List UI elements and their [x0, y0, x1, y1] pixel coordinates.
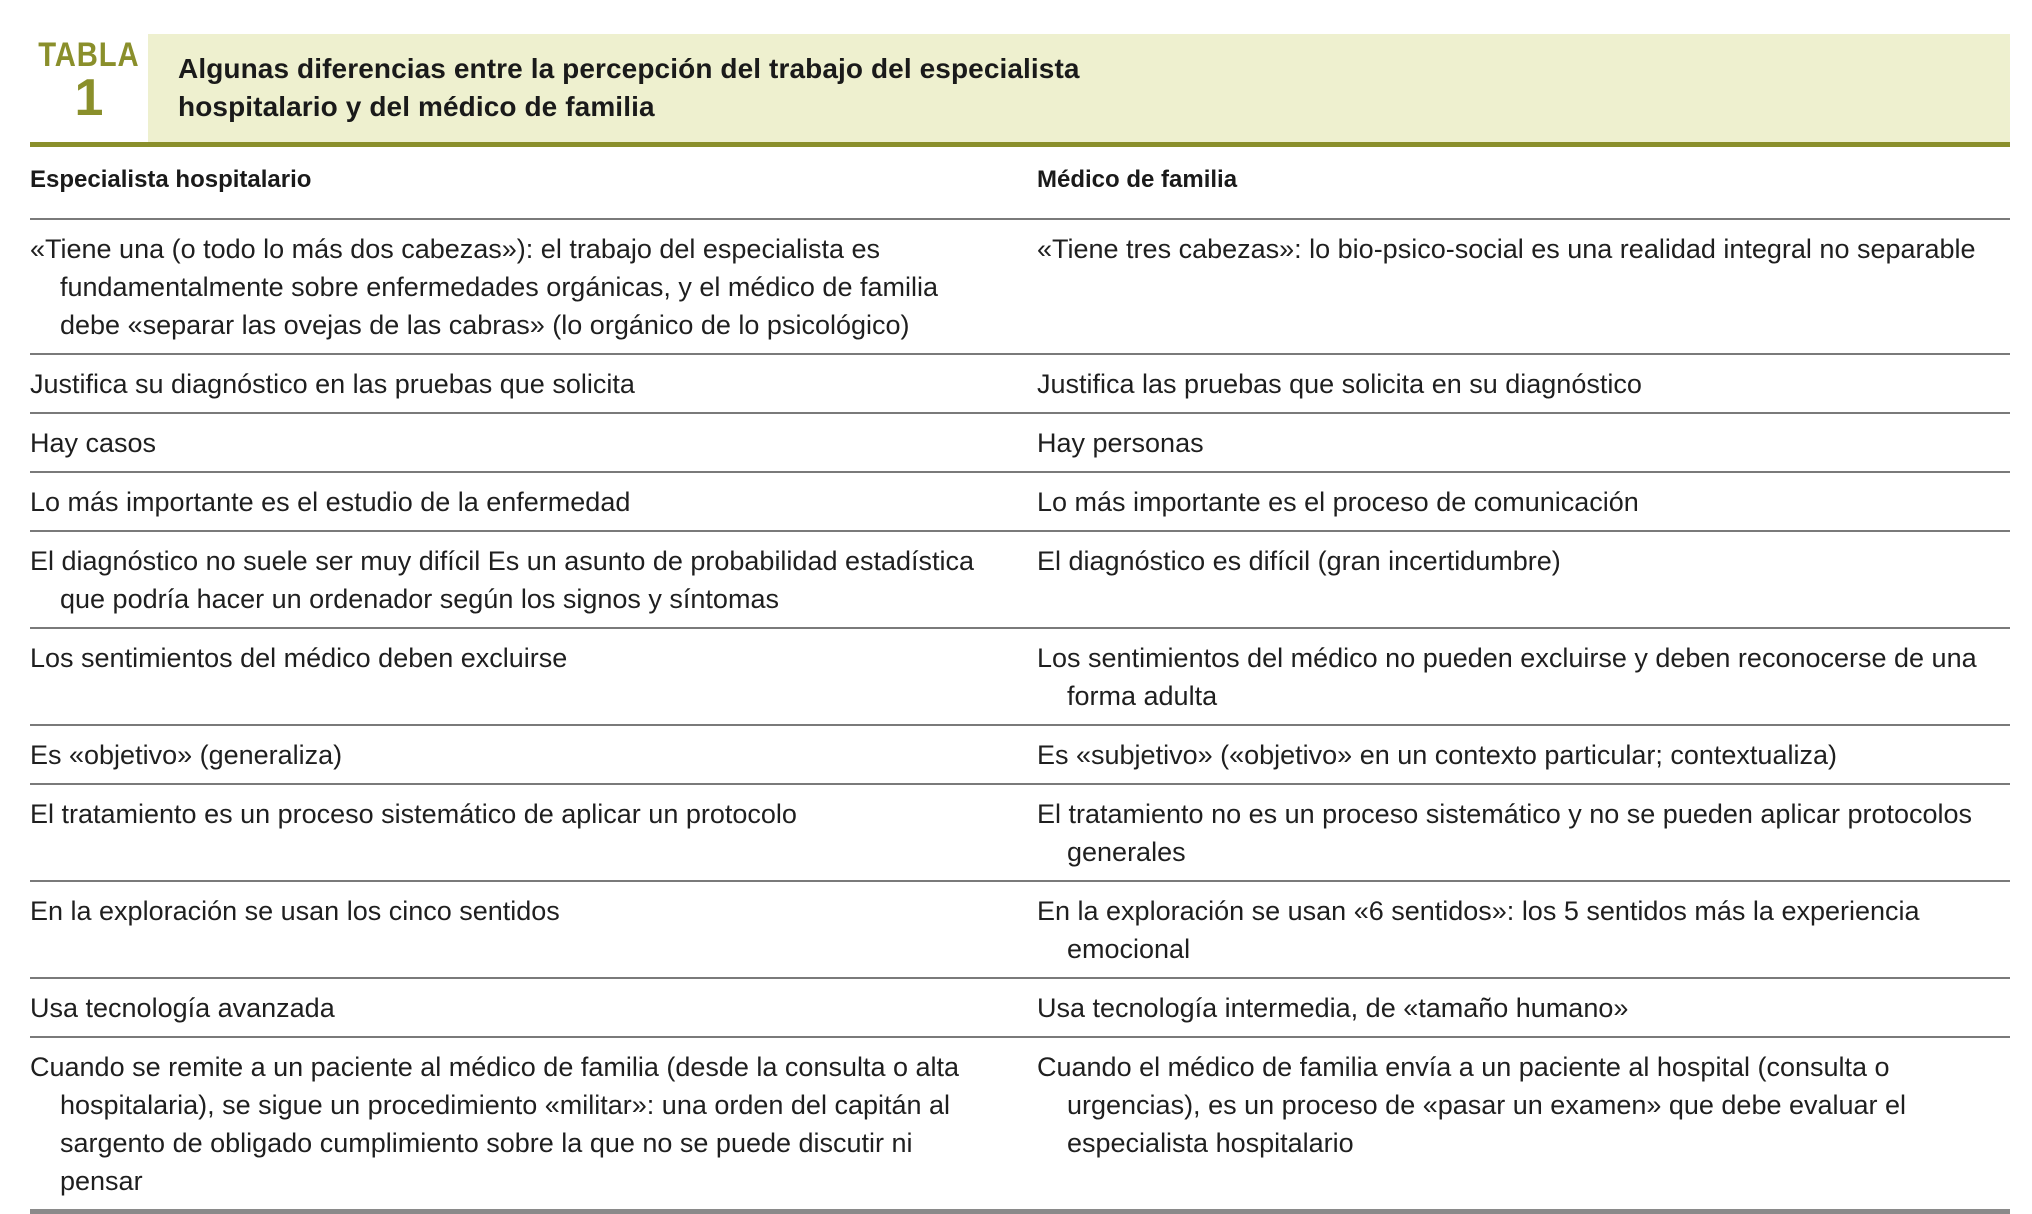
table-cell-especialista — [30, 531, 1037, 628]
table-cell-medico-familia — [1037, 881, 2010, 978]
table-cell-medico-familia — [1037, 1037, 2010, 1212]
table-row — [30, 881, 2010, 978]
table-cell-medico-familia — [1037, 413, 2010, 472]
table-title — [148, 34, 2010, 142]
table-cell-medico-familia — [1037, 219, 2010, 354]
cell-text: El diagnóstico es difícil (gran incertidumbre) — [1037, 546, 1561, 576]
cell-text: Es «subjetivo» («objetivo» en un contexto particular; contextualiza) — [1037, 740, 1837, 770]
cell-text: El diagnóstico no suele ser muy difícil Es un asunto de probabilidad estadística que podría hacer un ordenador según los signos y síntomas — [30, 546, 975, 614]
table-cell-especialista — [30, 472, 1037, 531]
table-cell-especialista — [30, 219, 1037, 354]
table-row — [30, 354, 2010, 413]
table-row — [30, 531, 2010, 628]
cell-text: Cuando se remite a un paciente al médico de familia (desde la consulta o alta hospitalaria), se sigue un procedimiento «militar»: una orden del capitán al sargento de obligado cumplimiento sobre la que no se puede discutir ni pensar — [30, 1052, 960, 1196]
table-row — [30, 413, 2010, 472]
table-row — [30, 1037, 2010, 1212]
table-cell-especialista — [30, 413, 1037, 472]
table-cell-especialista — [30, 881, 1037, 978]
table-label-word: TABLA — [38, 36, 140, 74]
table-cell-medico-familia — [1037, 472, 2010, 531]
table-cell-especialista — [30, 354, 1037, 413]
table-header-row — [30, 147, 2010, 219]
table-cell-medico-familia — [1037, 784, 2010, 881]
table-header — [30, 34, 2010, 147]
cell-text: En la exploración se usan los cinco sentidos — [30, 896, 560, 926]
table-cell-especialista — [30, 725, 1037, 784]
table-cell-especialista — [30, 628, 1037, 725]
cell-text: Es «objetivo» (generaliza) — [30, 740, 343, 770]
cell-text: Usa tecnología intermedia, de «tamaño humano» — [1037, 993, 1629, 1023]
cell-text: «Tiene tres cabezas»: lo bio-psico-social es una realidad integral no separable — [1037, 234, 1976, 264]
table-figure — [30, 34, 2010, 1214]
table-title-line-2: hospitalario y del médico de familia — [178, 91, 655, 122]
table-label-number: 1 — [74, 69, 104, 127]
table-cell-medico-familia — [1037, 725, 2010, 784]
cell-text: Lo más importante es el proceso de comunicación — [1037, 487, 1639, 517]
table-row — [30, 628, 2010, 725]
table-row — [30, 784, 2010, 881]
table-cell-medico-familia — [1037, 531, 2010, 628]
table-cell-medico-familia — [1037, 978, 2010, 1037]
cell-text: En la exploración se usan «6 sentidos»: los 5 sentidos más la experiencia emocional — [1037, 896, 1920, 964]
cell-text: Cuando el médico de familia envía a un paciente al hospital (consulta o urgencias), es un proceso de «pasar un examen» que debe evaluar el especialista hospitalario — [1037, 1052, 1907, 1158]
table-cell-medico-familia — [1037, 354, 2010, 413]
cell-text: Usa tecnología avanzada — [30, 993, 335, 1023]
table-cell-especialista — [30, 978, 1037, 1037]
column-header-especialista: Especialista hospitalario — [30, 147, 1037, 219]
comparison-table — [30, 147, 2010, 1214]
cell-text: Los sentimientos del médico no pueden excluirse y deben reconocerse de una forma adulta — [1037, 643, 1977, 711]
cell-text: Lo más importante es el estudio de la enfermedad — [30, 487, 631, 517]
cell-text: El tratamiento no es un proceso sistemático y no se pueden aplicar protocolos generales — [1037, 799, 1973, 867]
cell-text: El tratamiento es un proceso sistemático de aplicar un protocolo — [30, 799, 797, 829]
table-label — [30, 34, 148, 142]
table-row — [30, 978, 2010, 1037]
cell-text: Los sentimientos del médico deben excluirse — [30, 643, 568, 673]
table-cell-especialista — [30, 1037, 1037, 1212]
cell-text: Justifica su diagnóstico en las pruebas que solicita — [30, 369, 635, 399]
cell-text: «Tiene una (o todo lo más dos cabezas»): el trabajo del especialista es fundamentalmente sobre enfermedades orgánicas, y el médico de familia debe «separar las ovejas de las cabras» (lo orgánico de lo psicológico) — [30, 234, 938, 340]
cell-text: Hay personas — [1037, 428, 1204, 458]
table-row — [30, 472, 2010, 531]
table-row — [30, 219, 2010, 354]
table-cell-especialista — [30, 784, 1037, 881]
table-cell-medico-familia — [1037, 628, 2010, 725]
cell-text: Justifica las pruebas que solicita en su diagnóstico — [1037, 369, 1642, 399]
table-row — [30, 725, 2010, 784]
cell-text: Hay casos — [30, 428, 157, 458]
table-title-line-1: Algunas diferencias entre la percepción del trabajo del especialista — [178, 53, 1080, 84]
column-header-medico-familia: Médico de familia — [1037, 147, 2010, 219]
